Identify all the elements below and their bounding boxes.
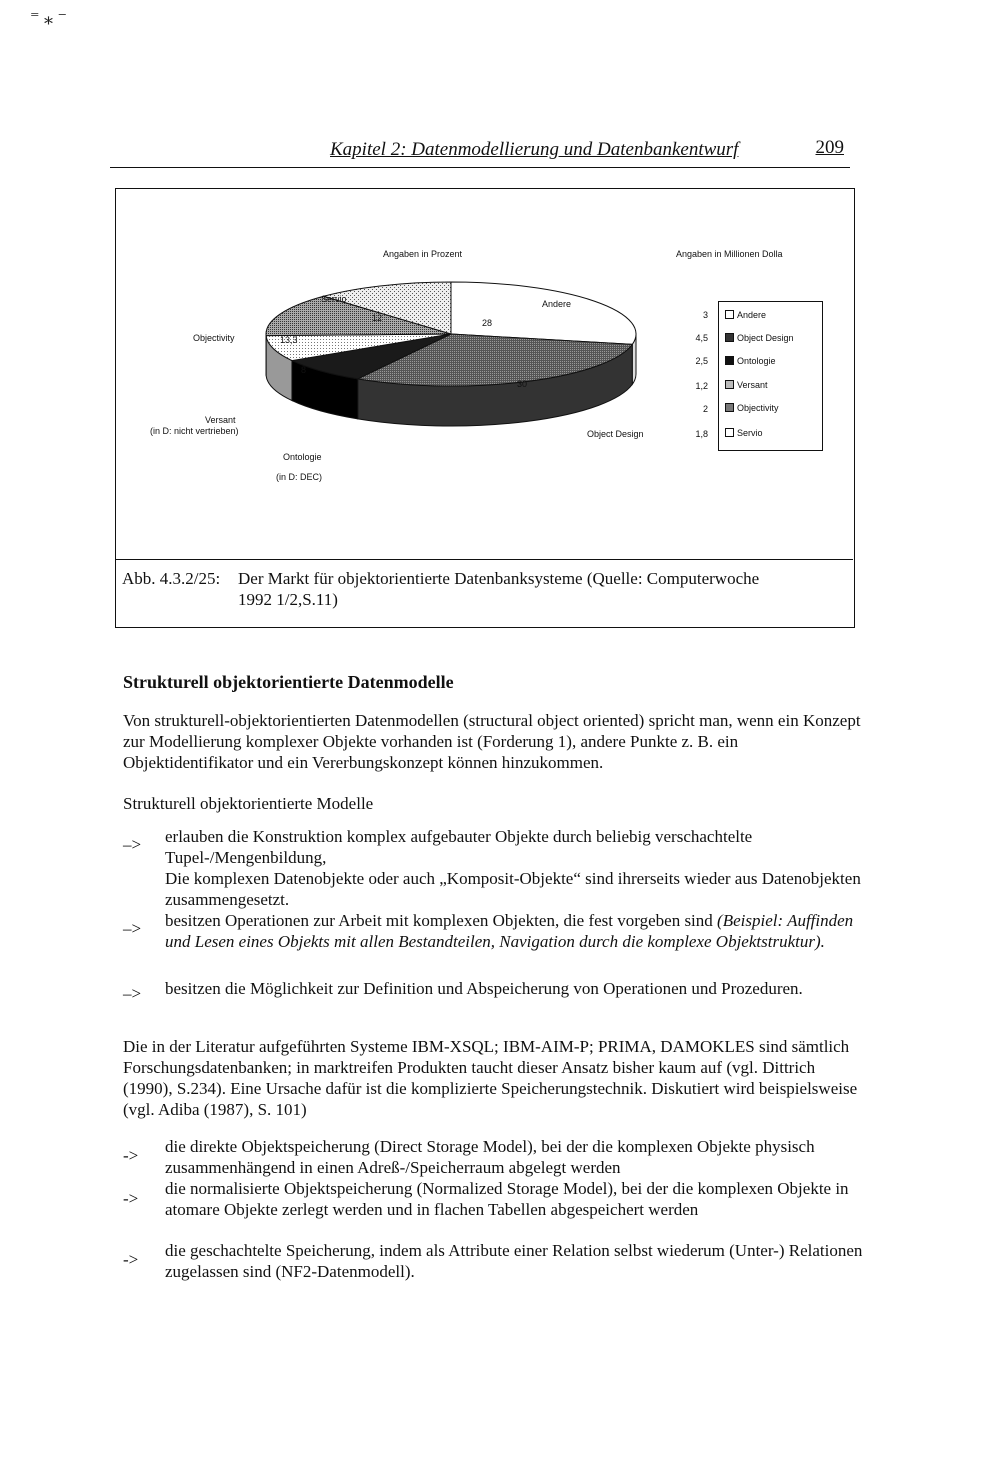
arrow-marker: -> bbox=[123, 1250, 139, 1269]
legend-value-andere: 3 bbox=[702, 310, 708, 320]
subheading: Strukturell objektorientierte Modelle bbox=[123, 794, 374, 813]
chart-title: Angaben in Prozent bbox=[383, 249, 463, 259]
figure-caption bbox=[122, 568, 842, 610]
scan-corner-mark: ⁼ ⁎ ⁻ bbox=[30, 8, 68, 28]
pie-value-objectivity: 13,3 bbox=[280, 335, 298, 345]
section-heading: Strukturell objektorientierte Datenmodelle bbox=[123, 672, 454, 692]
pie-value-andere: 28 bbox=[482, 318, 493, 328]
legend-swatch bbox=[725, 403, 734, 412]
pie-label-ontologie: Ontologie bbox=[283, 452, 322, 462]
pie-label-andere: Andere bbox=[542, 299, 572, 309]
list-item-extra: Die komplexen Datenobjekte oder auch „Komposit-Objekte“ sind ihrerseits wieder aus Datenobjekten zusammengesetzt. bbox=[165, 869, 861, 909]
list-item bbox=[165, 826, 865, 910]
legend-swatch bbox=[725, 310, 734, 319]
pie-label-versant: Versant bbox=[205, 415, 236, 425]
list-item bbox=[165, 910, 865, 952]
legend-item bbox=[725, 380, 768, 390]
chart-legend bbox=[718, 301, 823, 451]
legend-item bbox=[725, 356, 776, 366]
pie-value-object-design: 30 bbox=[517, 379, 528, 389]
pie-label-servio: Servio bbox=[321, 294, 347, 304]
legend-swatch bbox=[725, 356, 734, 365]
list-item: die geschachtelte Speicherung, indem als Attribute einer Relation selbst wiederum (Unter-) Relationen zugelassen sind (NF2-Datenmodell). bbox=[165, 1241, 863, 1281]
list-item: die direkte Objektspeicherung (Direct Storage Model), bei der die komplexen Objekte physisch zusammenhängend in einen Adreß-/Speicherraum abgelegt werden bbox=[165, 1137, 815, 1177]
legend-label: Andere bbox=[737, 310, 767, 320]
legend-label: Object Design bbox=[737, 333, 794, 343]
legend-title: Angaben in Millionen Dolla bbox=[676, 249, 783, 259]
pie-value-servio: 12 bbox=[372, 313, 383, 323]
legend-item bbox=[725, 333, 794, 343]
pie-label-objectivity: Objectivity bbox=[193, 333, 235, 343]
legend-swatch bbox=[725, 380, 734, 389]
legend-label: Versant bbox=[737, 380, 768, 390]
legend-swatch bbox=[725, 333, 734, 342]
pie-label-object-design: Object Design bbox=[587, 429, 644, 439]
legend-label: Objectivity bbox=[737, 403, 779, 413]
figure-box bbox=[115, 188, 855, 628]
figure-label: Abb. 4.3.2/25: bbox=[122, 569, 221, 588]
chapter-title: Kapitel 2: Datenmodellierung und Datenbankentwurf bbox=[330, 139, 739, 160]
list-item-text: besitzen Operationen zur Arbeit mit komplexen Objekten, die fest vorgeben sind bbox=[165, 911, 713, 930]
systems-paragraph: Die in der Literatur aufgeführten Systeme IBM-XSQL; IBM-AIM-P; PRIMA, DAMOKLES sind sämtlich Forschungsdatenbanken; in marktreifen Produkten taucht dieser Ansatz bisher kaum auf (vgl. Dittrich (1990), S.234). Eine Ursache dafür ist die komplizierte Speicherungstechnik. Diskutiert wird beispielsweise (vgl. Adiba (1987), S. 101) bbox=[123, 1037, 858, 1119]
legend-value-objectivity: 2 bbox=[702, 404, 708, 414]
legend-item bbox=[725, 403, 779, 413]
intro-paragraph: Von strukturell-objektorientierten Datenmodellen (structural object oriented) spricht man, wenn ein Konzept zur Modellierung komplexer Objekte vorhanden ist (Forderung 1), andere Punkte z. B. ein Objektidentifikator und ein Vererbungskonzept können hinzukommen. bbox=[123, 711, 861, 772]
arrow-marker: -> bbox=[123, 1189, 139, 1208]
legend-value-versant: 1,2 bbox=[695, 381, 708, 391]
list-item: besitzen die Möglichkeit zur Definition und Abspeicherung von Operationen und Prozeduren. bbox=[165, 979, 803, 998]
legend-value-object-design: 4,5 bbox=[695, 333, 708, 343]
pie-value-ontologie: 8 bbox=[301, 365, 307, 375]
pie-sublabel-ontologie: (in D: DEC) bbox=[276, 472, 323, 482]
page-header bbox=[110, 137, 850, 168]
arrow-marker: –> bbox=[123, 984, 142, 1003]
list-item: die normalisierte Objektspeicherung (Normalized Storage Model), bei der die komplexen Objekte in atomare Objekte zerlegt werden und in flachen Tabellen abgespeichert werden bbox=[165, 1179, 849, 1219]
list-item-text: erlauben die Konstruktion komplex aufgebauter Objekte durch beliebig verschachtelte Tupel-/Mengenbildung, bbox=[165, 827, 753, 867]
pie-slice-andere bbox=[451, 282, 636, 344]
arrow-marker: –> bbox=[123, 835, 142, 854]
legend-item bbox=[725, 428, 763, 438]
arrow-marker: –> bbox=[123, 919, 142, 938]
legend-swatch bbox=[725, 428, 734, 437]
page-number: 209 bbox=[815, 137, 844, 158]
caption-line-2: 1992 1/2,S.11) bbox=[238, 590, 338, 609]
pie-sublabel-versant: (in D: nicht vertrieben) bbox=[150, 426, 239, 436]
caption-line-1: Der Markt für objektorientierte Datenbanksysteme (Quelle: Computerwoche bbox=[238, 569, 760, 588]
legend-value-servio: 1,8 bbox=[695, 429, 708, 439]
legend-item bbox=[725, 310, 766, 320]
figure-caption-box bbox=[116, 559, 853, 627]
legend-label: Servio bbox=[737, 428, 763, 438]
legend-label: Ontologie bbox=[737, 356, 776, 366]
arrow-marker: -> bbox=[123, 1146, 139, 1165]
legend-value-ontologie: 2,5 bbox=[695, 356, 708, 366]
list-item-example: (Beispiel: Auffinden und Lesen eines Objekts mit allen Bestandteilen, Navigation durch die komplexe Objektstruktur). bbox=[165, 911, 854, 951]
